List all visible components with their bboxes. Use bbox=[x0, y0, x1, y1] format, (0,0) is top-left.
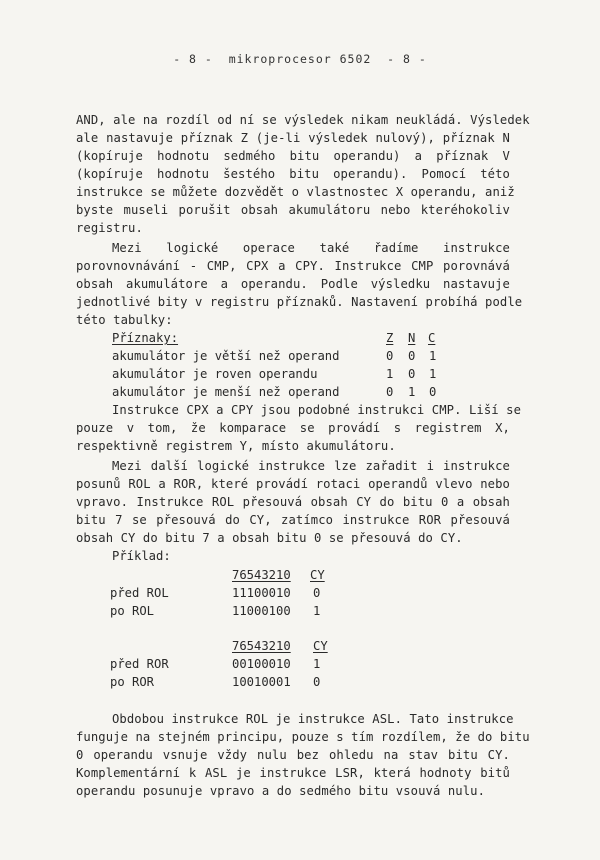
flags-row-value: 1 bbox=[408, 385, 416, 399]
flags-col-header-z: Z bbox=[386, 331, 394, 345]
paragraph1-line: AND, ale na rozdíl od ní se výsledek nikam neukládá. Výsledek bbox=[76, 113, 530, 127]
ror-row-label: před ROR bbox=[110, 657, 169, 671]
rol-row-bits: 11100010 bbox=[232, 586, 291, 600]
paragraph5-line: Komplementární k ASL je instrukce LSR, která hodnoty bitů bbox=[76, 766, 510, 780]
paragraph4-line: vpravo. Instrukce ROL přesouvá obsah CY do bitu 0 a obsah bbox=[76, 495, 510, 509]
page-header bbox=[0, 52, 600, 66]
rol-row-label: po ROL bbox=[110, 604, 155, 618]
flags-row-label: akumulátor je větší než operand bbox=[112, 349, 340, 363]
rol-cy-header: CY bbox=[310, 568, 325, 582]
paragraph1-line: byste museli porušit obsah akumulátoru nebo kteréhokoliv bbox=[76, 203, 510, 217]
paragraph1-line: (kopíruje hodnotu sedmého bitu operandu) a příznak V bbox=[76, 149, 510, 163]
rol-row-cy: 0 bbox=[313, 586, 321, 600]
flags-row-value: 1 bbox=[386, 367, 394, 381]
paragraph2-line: jednotlivé bity v registru příznaků. Nastavení probíhá podle bbox=[76, 295, 523, 309]
flags-row-value: 0 bbox=[408, 349, 416, 363]
paragraph4-line: bitu 7 se přesouvá do CY, zatímco instrukce ROR přesouvá bbox=[76, 513, 510, 527]
paragraph1-line: (kopíruje hodnotu šestého bitu operandu). Pomocí této bbox=[76, 167, 510, 181]
rol-row-label: před ROL bbox=[110, 586, 169, 600]
example-label: Příklad: bbox=[112, 549, 171, 563]
paragraph5-line: funguje na stejném principu, pouze s tím rozdílem, že do bitu bbox=[76, 730, 530, 744]
flags-row-label: akumulátor je roven operandu bbox=[112, 367, 318, 381]
paragraph4-line: posunů ROL a ROR, které provádí rotaci operandů vlevo nebo bbox=[76, 477, 510, 491]
rol-row-cy: 1 bbox=[313, 604, 321, 618]
paragraph5-line: operandu posunuje vpravo a do sedmého bitu vsouvá nulu. bbox=[76, 784, 486, 798]
flags-row-value: 1 bbox=[429, 349, 437, 363]
flags-col-header-c: C bbox=[428, 331, 436, 345]
paragraph1-line: instrukce se můžete dozvědět o vlastnostec X operandu, aniž bbox=[76, 185, 515, 199]
rol-bits-header: 76543210 bbox=[232, 568, 291, 582]
rol-row-bits: 11000100 bbox=[232, 604, 291, 618]
paragraph2-line: porovnovnávání - CMP, CPX a CPY. Instrukce CMP porovnává bbox=[76, 259, 510, 273]
header-page-number-right: - 8 - bbox=[387, 52, 427, 66]
ror-row-bits: 10010001 bbox=[232, 675, 291, 689]
ror-row-cy: 0 bbox=[313, 675, 321, 689]
ror-bits-header: 76543210 bbox=[232, 639, 291, 653]
flags-row-label: akumulátor je menší než operand bbox=[112, 385, 340, 399]
flags-row-value: 0 bbox=[429, 385, 437, 399]
flags-row-value: 0 bbox=[408, 367, 416, 381]
flags-row-value: 0 bbox=[386, 349, 394, 363]
paragraph5-line: 0 operandu vsnuje vždy nulu bez ohledu na stav bitu CY. bbox=[76, 748, 510, 762]
paragraph3-line: respektivně registrem Y, místo akumulátoru. bbox=[76, 439, 396, 453]
header-page-number-left: - 8 - bbox=[173, 52, 213, 66]
paragraph1-line: ale nastavuje příznak Z (je-li výsledek nulový), příznak N bbox=[76, 131, 510, 145]
flags-table-header-label: Příznaky: bbox=[112, 331, 179, 345]
paragraph3-line: Instrukce CPX a CPY jsou podobné instrukci CMP. Liší se bbox=[112, 403, 522, 417]
ror-cy-header: CY bbox=[313, 639, 328, 653]
paragraph2-line: Mezi logické operace také řadíme instrukce bbox=[112, 241, 510, 255]
flags-row-value: 0 bbox=[386, 385, 394, 399]
paragraph4-line: obsah CY do bitu 7 a obsah bitu 0 se přesouvá do CY. bbox=[76, 531, 463, 545]
paragraph5-line: Obdobou instrukce ROL je instrukce ASL. Tato instrukce bbox=[112, 712, 514, 726]
ror-row-bits: 00100010 bbox=[232, 657, 291, 671]
paragraph2-line: obsah akumulátore a operandu. Podle výsledku nastavuje bbox=[76, 277, 510, 291]
paragraph4-line: Mezi další logické instrukce lze zařadit i instrukce bbox=[112, 459, 510, 473]
paragraph1-line: registru. bbox=[76, 221, 143, 235]
header-title: mikroprocesor 6502 bbox=[228, 52, 372, 66]
paragraph2-line: této tabulky: bbox=[76, 313, 173, 327]
flags-row-value: 1 bbox=[429, 367, 437, 381]
flags-col-header-n: N bbox=[408, 331, 416, 345]
ror-row-cy: 1 bbox=[313, 657, 321, 671]
ror-row-label: po ROR bbox=[110, 675, 155, 689]
paragraph3-line: pouze v tom, že komparace se provádí s registrem X, bbox=[76, 421, 510, 435]
